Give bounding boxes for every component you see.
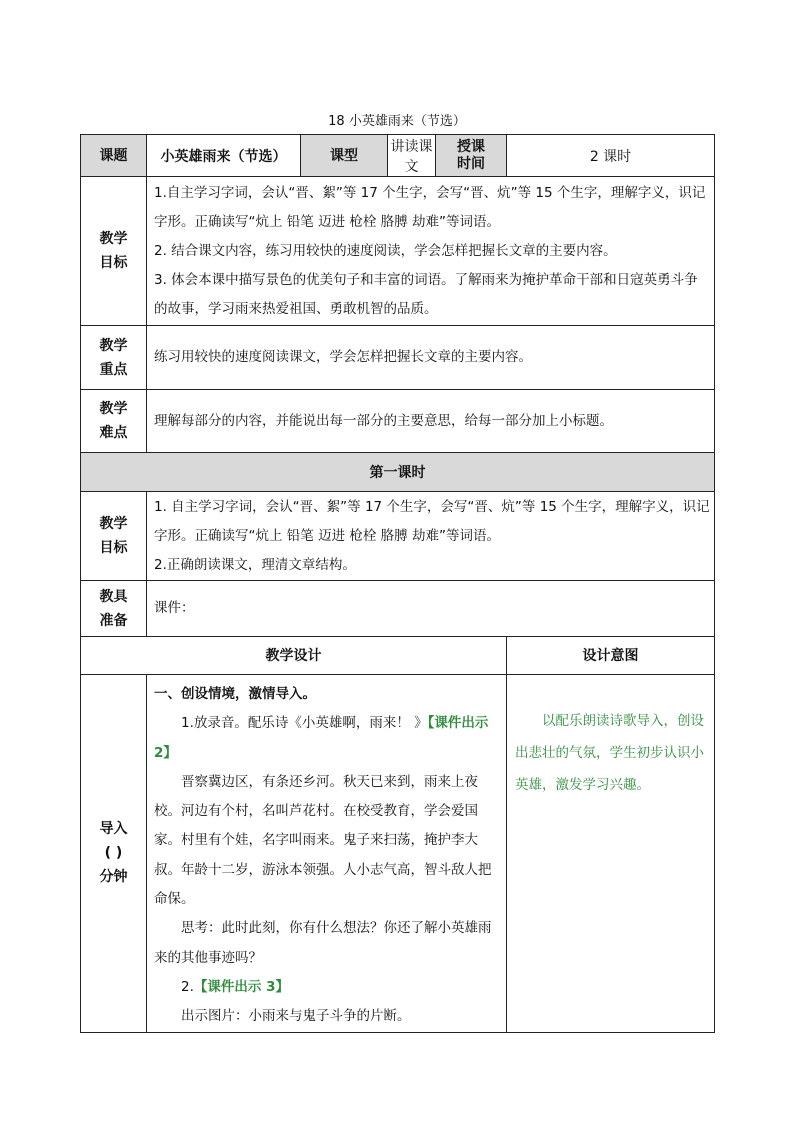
design-row (81, 675, 715, 1033)
design-step1 (154, 709, 502, 768)
courseware-tag: 【课件出示 3】 (193, 978, 289, 995)
courseware-tag: 【课件出示 2】 (154, 715, 489, 761)
difficulties-label (81, 390, 147, 453)
goals2-label-line2: 目标 (99, 540, 128, 556)
goals2-row (81, 492, 715, 581)
time-label (436, 135, 507, 177)
lesson-value: 小英雄雨来（节选） (147, 135, 301, 177)
goals-label (81, 177, 147, 326)
header-row (81, 135, 715, 177)
prep-row (81, 581, 715, 637)
prep-label-line2: 准备 (99, 612, 128, 629)
document-title: 18 小英雄雨来（节选） (328, 114, 466, 129)
time-value: 2 课时 (507, 135, 715, 177)
key-points-label-line1: 教学 (99, 337, 128, 354)
section-title: 第一课时 (81, 453, 715, 492)
design-step2 (154, 973, 502, 1002)
goal-item: 1.自主学习字词，会认“晋、絮”等 17 个生字，会写“晋、炕”等 15 个生字，理解字义，识记字形。正确读写“炕上 铅笔 迈进 枪栓 胳膊 劫难”等词语。 (154, 184, 706, 230)
design-column-header: 教学设计 (81, 637, 507, 675)
difficulties-label-line1: 教学 (99, 401, 128, 417)
design-think: 思考：此时此刻，你有什么想法？你还了解小英雄雨来的其他事迹吗？ (154, 920, 492, 966)
goals2-text (147, 492, 715, 581)
design-poem: 晋察冀边区，有条还乡河。秋天已来到，雨来上夜校。河边有个村，名叫芦花村。在校受教育，学会爱国家。村里有个娃，名字叫雨来。鬼子来扫荡，掩护李大叔。年龄十二岁，游泳本领强。人小志气高，智斗敌人把命保。 (154, 773, 492, 908)
prep-label (81, 581, 147, 637)
goal-item: 2.正确朗读课文，理清文章结构。 (154, 556, 356, 573)
step1-text: 1.放录音。配乐诗《小英雄啊，雨来！ 》 (181, 715, 428, 732)
prep-text: 课件： (147, 581, 715, 637)
type-value: 讲读课文 (388, 135, 436, 177)
intent-content (507, 675, 715, 1033)
design-content (147, 675, 507, 1033)
goals-label-line1: 教学 (99, 231, 128, 247)
goals-label-line2: 目标 (99, 255, 128, 271)
goals-text (147, 177, 715, 326)
lesson-plan-table (80, 134, 715, 1033)
key-points-label (81, 326, 147, 390)
key-points-row (81, 326, 715, 390)
prep-label-line1: 教具 (99, 588, 128, 605)
key-points-label-line2: 重点 (99, 361, 128, 378)
difficulties-text: 理解每部分的内容，并能说出每一部分的主要意思，给每一部分加上小标题。 (147, 390, 715, 453)
stage-label (81, 675, 147, 1033)
stage-label-line3: 分钟 (99, 869, 128, 886)
difficulties-label-line2: 难点 (99, 425, 128, 441)
section-row (81, 453, 715, 492)
goals2-label-line1: 教学 (99, 516, 128, 532)
stage-label-line1: 导入 (99, 821, 128, 838)
type-label: 课型 (301, 135, 388, 177)
step2-num: 2. (181, 978, 194, 995)
time-label-line1: 授课 (457, 138, 485, 155)
intent-column-header: 设计意图 (507, 637, 715, 675)
intent-text: 以配乐朗读诗歌导入，创设出悲壮的气氛，学生初步认识小英雄，激发学习兴趣。 (515, 713, 704, 793)
stage-label-line2: ( ) (104, 845, 123, 862)
lesson-label: 课题 (81, 135, 147, 177)
goal-item: 2. 结合课文内容，练习用较快的速度阅读，学会怎样把握长文章的主要内容。 (154, 242, 617, 259)
key-points-text: 练习用较快的速度阅读课文，学会怎样把握长文章的主要内容。 (147, 326, 715, 390)
goals-row (81, 177, 715, 326)
goals2-label (81, 492, 147, 581)
design-show: 出示图片：小雨来与鬼子斗争的片断。 (181, 1008, 411, 1025)
columns-header-row (81, 637, 715, 675)
difficulties-row (81, 390, 715, 453)
time-label-line2: 时间 (457, 155, 485, 172)
goal-item: 3. 体会本课中描写景色的优美句子和丰富的词语。了解雨来为掩护革命干部和日寇英勇斗争的故事，学习雨来热爱祖国、勇敢机智的品质。 (154, 271, 698, 317)
goal-item: 1. 自主学习字词，会认“晋、絮”等 17 个生字，会写“晋、炕”等 15 个生字，理解字义，识记字形。正确读写“炕上 铅笔 迈进 枪栓 胳膊 劫难”等词语。 (154, 498, 710, 544)
design-heading: 一、创设情境，激情导入。 (154, 686, 316, 702)
